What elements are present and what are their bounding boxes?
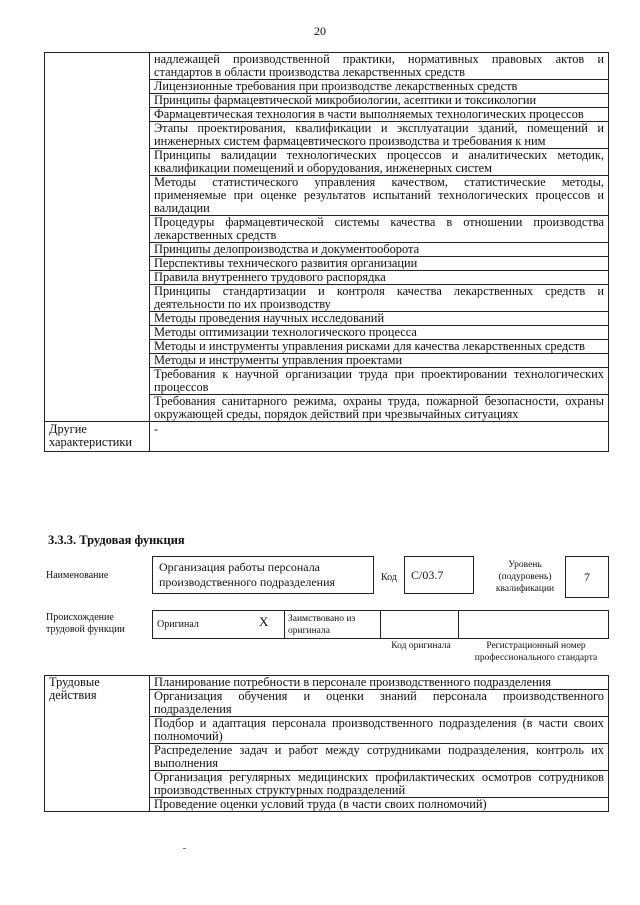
labor-action-item: Планирование потребности в персонале производственного подразделения [150, 676, 609, 690]
knowledge-item: Требования к научной организации труда при проектировании технологических процессов [150, 368, 609, 395]
knowledge-table [44, 52, 609, 452]
knowledge-item: Правила внутреннего трудового распорядка [150, 271, 609, 285]
knowledge-item: Методы проведения научных исследований [150, 312, 609, 326]
knowledge-item: Принципы стандартизации и контроля качества лекарственных средств и деятельности по их производству [150, 285, 609, 312]
other-characteristics-label: Другие характеристики [45, 422, 150, 452]
code-original-cell [380, 610, 459, 639]
knowledge-row [45, 53, 609, 80]
knowledge-item: Принципы валидации технологических процессов и аналитических методик, квалификации помещений и оборудования, инженерных систем [150, 149, 609, 176]
labor-action-item: Распределение задач и работ между сотрудниками подразделения, контроль их выполнения [150, 744, 609, 771]
original-mark: X [259, 614, 269, 629]
original-label: Оригинал [157, 619, 199, 630]
labor-actions-table [44, 675, 609, 812]
other-characteristics-value: - [150, 422, 609, 452]
original-cell [152, 610, 285, 639]
labor-action-item: Организация регулярных медицинских профилактических осмотров сотрудников производственных структурных подразделений [150, 771, 609, 798]
knowledge-item: Методы и инструменты управления рисками для качества лекарственных средств [150, 340, 609, 354]
knowledge-item: Методы и инструменты управления проектами [150, 354, 609, 368]
labor-action-item: Подбор и адаптация персонала производственного подразделения (в части своих полномочий) [150, 717, 609, 744]
labor-action-item: Организация обучения и оценки знаний персонала производственного подразделения [150, 690, 609, 717]
function-name-box [152, 556, 374, 594]
knowledge-item: Требования санитарного режима, охраны труда, пожарной безопасности, охраны окружающей среды, порядок действий при чрезвычайных ситуациях [150, 395, 609, 422]
knowledge-item: Процедуры фармацевтической системы качества в отношении производства лекарственных средств [150, 216, 609, 243]
knowledge-label-cell [45, 53, 150, 422]
scan-mark [183, 848, 186, 849]
origin-label: Происхождение трудовой функции [46, 612, 125, 635]
code-original-label: Код оригинала [391, 641, 451, 651]
labor-action-item: Проведение оценки условий труда (в части своих полномочий) [150, 798, 609, 812]
borrowed-cell [284, 610, 381, 639]
labor-action-row [45, 676, 609, 690]
knowledge-item: Фармацевтическая технология в части выполняемых технологических процессов [150, 108, 609, 122]
knowledge-item: Методы оптимизации технологического процесса [150, 326, 609, 340]
knowledge-item: Принципы фармацевтической микробиологии, асептики и токсикологии [150, 94, 609, 108]
reg-number-label: Регистрационный номер профессионального стандарта [474, 641, 598, 663]
page-number: 20 [314, 24, 326, 38]
code-value: C/03.7 [411, 568, 444, 582]
knowledge-item: Перспективы технического развития организации [150, 257, 609, 271]
knowledge-item: Принципы делопроизводства и документооборота [150, 243, 609, 257]
function-name-value: Организация работы персонала производственного подразделения [159, 560, 336, 589]
level-box [565, 556, 609, 598]
other-characteristics-row [45, 422, 609, 452]
knowledge-item: надлежащей производственной практики, нормативных правовых актов и стандартов в области производства лекарственных средств [150, 53, 609, 80]
knowledge-item: Лицензионные требования при производстве лекарственных средств [150, 80, 609, 94]
section-title: 3.3.3. Трудовая функция [48, 533, 185, 547]
code-box [404, 556, 474, 594]
level-value: 7 [584, 570, 590, 584]
name-label: Наименование [46, 570, 109, 581]
level-label: Уровень (подуровень) квалификации [495, 560, 555, 594]
labor-actions-label: Трудовые действия [45, 676, 150, 812]
borrowed-label: Заимствовано из оригинала [288, 614, 356, 636]
reg-number-cell [458, 610, 609, 639]
code-label: Код [381, 572, 397, 583]
knowledge-item: Методы статистического управления качеством, статистические методы, применяемые при оценке результатов испытаний технологических процессов и валидации [150, 176, 609, 216]
knowledge-item: Этапы проектирования, квалификации и эксплуатации зданий, помещений и инженерных систем фармацевтического производства и требования к ним [150, 122, 609, 149]
